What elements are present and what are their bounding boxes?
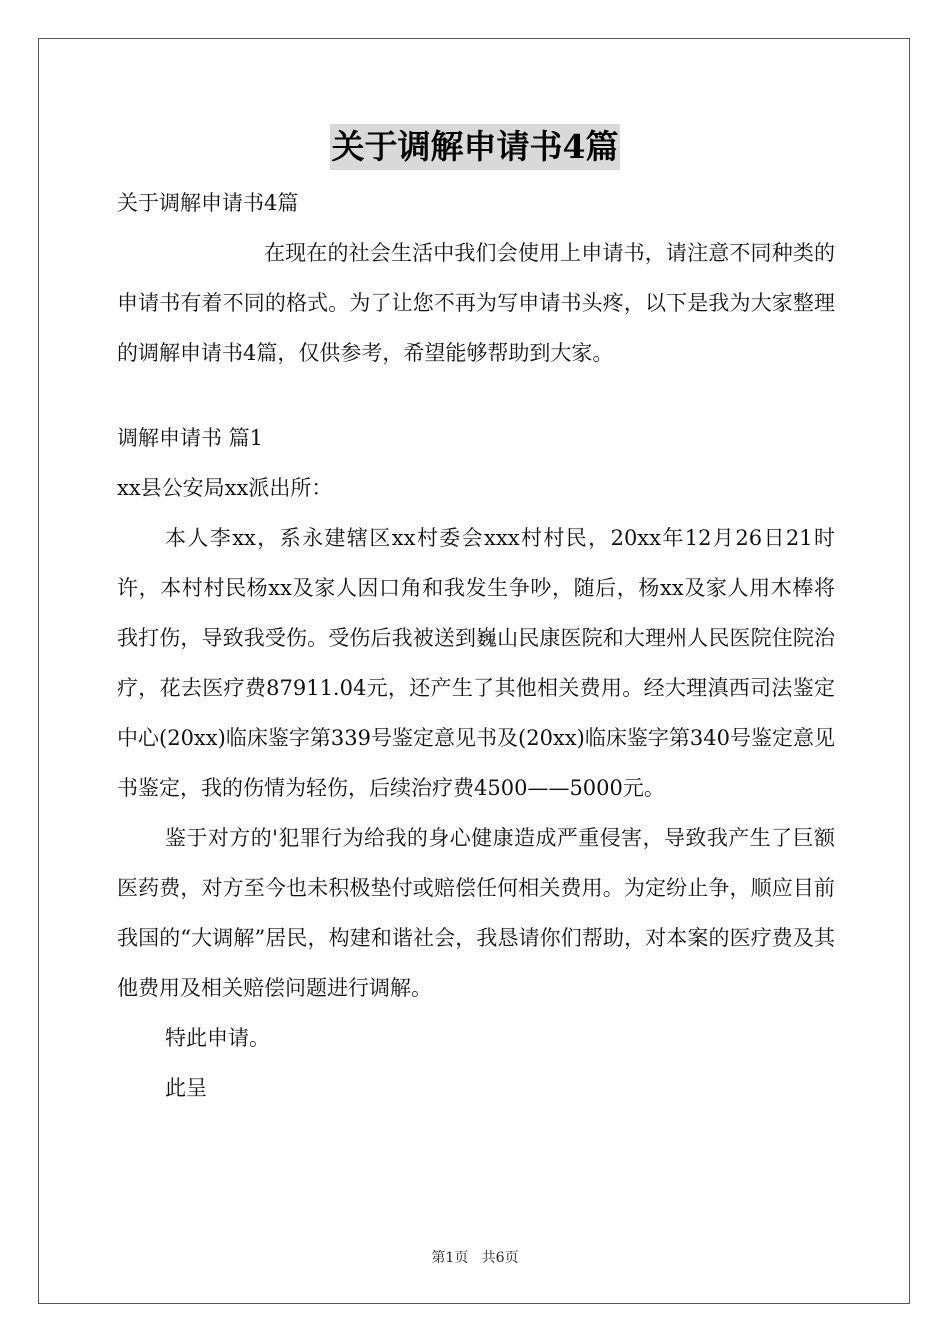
addressee: xx县公安局xx派出所： — [117, 476, 333, 500]
document-body — [117, 178, 835, 1113]
blank-line — [117, 378, 835, 413]
document-subtitle: 关于调解申请书4篇 — [117, 191, 299, 215]
intro-paragraph: 在现在的社会生活中我们会使用上申请书，请注意不同种类的申请书有着不同的格式。为了让您不再为写申请书头疼，以下是我为大家整理的调解申请书4篇，仅供参考，希望能够帮助到大家。 — [117, 241, 835, 365]
document-title: 关于调解申请书4篇 — [330, 124, 621, 170]
page-footer — [0, 1247, 950, 1267]
title-container — [0, 124, 950, 170]
section-heading: 调解申请书 篇1 — [117, 426, 264, 450]
body-paragraph: 鉴于对方的'犯罪行为给我的身心健康造成严重侵害，导致我产生了巨额医药费，对方至今也未积极垫付或赔偿任何相关费用。为定纷止争，顺应目前我国的“大调解”居民，构建和谐社会，我恳请你们帮助，对本案的医疗费及其他费用及相关赔偿问题进行调解。 — [117, 826, 835, 1000]
page-number: 第1页 共6页 — [431, 1250, 519, 1266]
closing-request: 特此申请。 — [165, 1026, 270, 1050]
closing-submit: 此呈 — [165, 1076, 207, 1100]
body-paragraph: 本人李xx，系永建辖区xx村委会xxx村村民，20xx年12月26日21时许，本村村民杨xx及家人因口角和我发生争吵，随后，杨xx及家人用木棒将我打伤，导致我受伤。受伤后我被送到巍山民康医院和大理州人民医院住院治疗，花去医疗费87911.04元，还产生了其他相关费用。经大理滇西司法鉴定中心(20xx)临床鉴字第339号鉴定意见书及(20xx)临床鉴字第340号鉴定意见书鉴定，我的伤情为轻伤，后续治疗费4500——5000元。 — [117, 526, 835, 800]
